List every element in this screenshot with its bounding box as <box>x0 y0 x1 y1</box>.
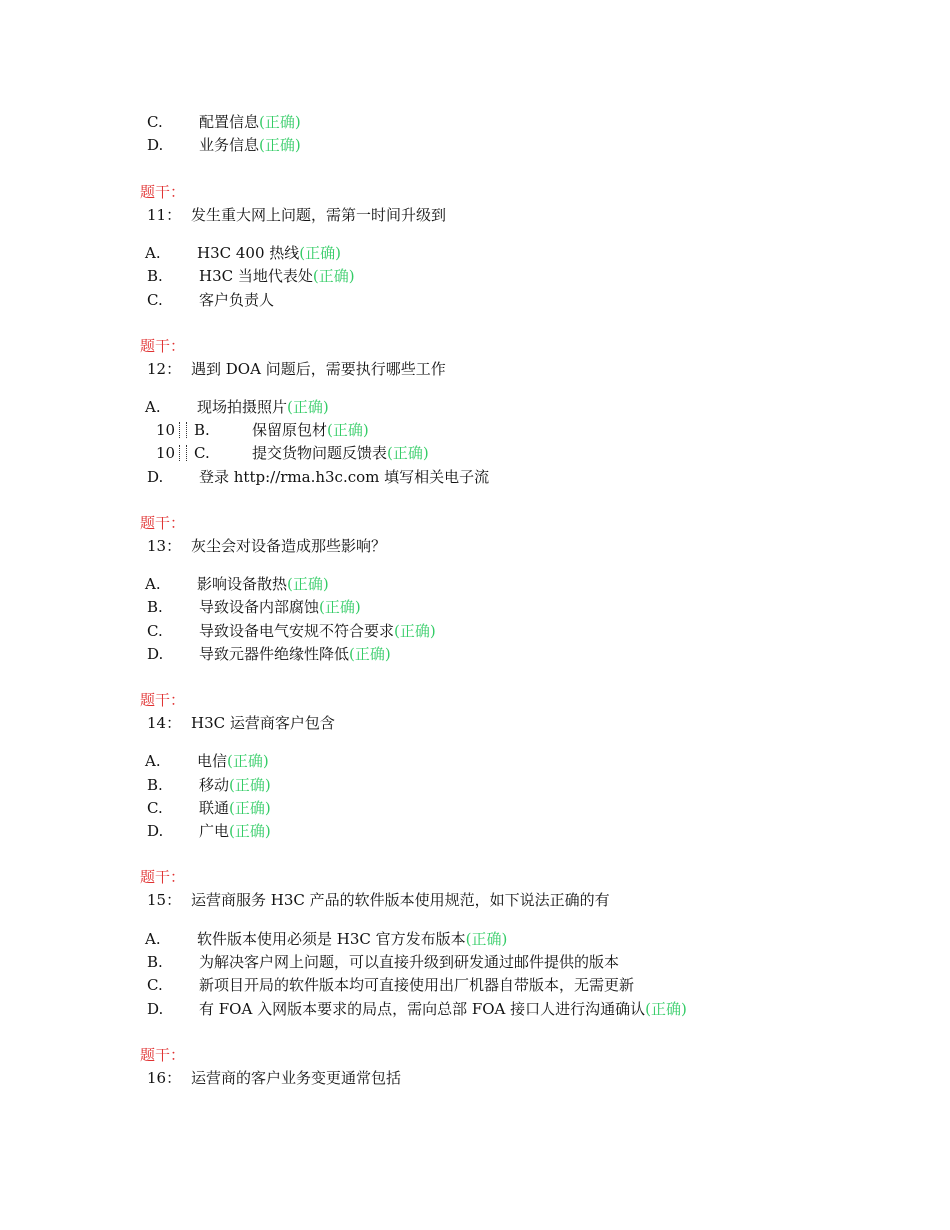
option-q15-c <box>147 975 634 995</box>
option-text: 现场拍摄照片 <box>197 398 288 416</box>
question-text: 发生重大网上问题，需第一时间升级到 <box>191 206 447 224</box>
question-number: 15： <box>147 891 182 909</box>
option-text: 软件版本使用必须是 H3C 官方发布版本 <box>197 930 466 948</box>
option-text: 导致设备电气安规不符合要求 <box>199 622 395 640</box>
correct-mark: (正确) <box>387 444 429 462</box>
stem-label: 题干： <box>140 514 186 532</box>
option-text: 电信 <box>197 752 228 770</box>
option-letter: A. <box>145 930 161 948</box>
option-letter: C. <box>147 622 163 640</box>
option-text: 客户负责人 <box>199 291 275 309</box>
question-number: 12： <box>147 360 182 378</box>
tab-marker-icon <box>179 445 187 461</box>
question-text: 遇到 DOA 问题后，需要执行哪些工作 <box>191 360 446 378</box>
question-text: 灰尘会对设备造成那些影响？ <box>191 537 387 555</box>
question-number: 16： <box>147 1069 182 1087</box>
list-number-prefix: 10 <box>156 420 194 440</box>
option-text: 有 FOA 入网版本要求的局点，需向总部 FOA 接口人进行沟通确认 <box>199 1000 646 1018</box>
option-q12-c <box>156 443 429 463</box>
option-letter: A. <box>145 244 161 262</box>
question-stem-q15 <box>147 890 610 910</box>
option-letter: B. <box>147 776 163 794</box>
option-q10-c <box>147 112 301 132</box>
question-stem-q13 <box>147 536 386 556</box>
correct-mark: (正确) <box>319 598 361 616</box>
option-q15-b <box>147 952 619 972</box>
option-letter: D. <box>147 645 164 663</box>
correct-mark: (正确) <box>229 799 271 817</box>
option-text: 移动 <box>199 776 230 794</box>
option-q13-b <box>147 597 361 617</box>
question-stem-q12 <box>147 359 446 379</box>
option-text: 保留原包材 <box>252 421 328 439</box>
tab-marker-icon <box>179 422 187 438</box>
correct-mark: (正确) <box>229 822 271 840</box>
list-number-prefix: 10 <box>156 443 194 463</box>
correct-mark: (正确) <box>465 930 508 948</box>
stem-label: 题干： <box>140 1046 186 1064</box>
correct-mark: (正确) <box>327 421 369 439</box>
correct-mark: (正确) <box>394 622 436 640</box>
option-q12-d <box>147 467 489 487</box>
option-text: H3C 400 热线 <box>197 244 300 262</box>
option-q13-d <box>147 644 391 664</box>
option-text: 广电 <box>199 822 230 840</box>
correct-mark: (正确) <box>645 1000 687 1018</box>
option-letter: A. <box>145 575 161 593</box>
correct-mark: (正确) <box>259 113 301 131</box>
question-number: 13： <box>147 537 182 555</box>
correct-mark: (正确) <box>312 267 355 285</box>
correct-mark: (正确) <box>229 776 271 794</box>
stem-label: 题干： <box>140 337 186 355</box>
option-letter: A. <box>145 398 161 416</box>
option-text: 业务信息 <box>199 136 260 154</box>
question-number: 14： <box>147 714 182 732</box>
question-text: 运营商的客户业务变更通常包括 <box>191 1069 402 1087</box>
option-q12-a <box>145 397 329 417</box>
correct-mark: (正确) <box>299 244 341 262</box>
correct-mark: (正确) <box>349 645 391 663</box>
option-q11-b <box>147 266 355 286</box>
option-letter: D. <box>147 1000 164 1018</box>
option-letter: B. <box>194 421 210 439</box>
option-q14-b <box>147 775 271 795</box>
option-text: 配置信息 <box>199 113 260 131</box>
option-q14-c <box>147 798 271 818</box>
correct-mark: (正确) <box>259 136 301 154</box>
option-text: 提交货物问题反馈表 <box>252 444 388 462</box>
option-letter: A. <box>145 752 161 770</box>
option-q10-d <box>147 135 301 155</box>
option-q11-a <box>145 243 341 263</box>
option-letter: C. <box>147 976 163 994</box>
question-text: 运营商服务 H3C 产品的软件版本使用规范，如下说法正确的有 <box>191 891 610 909</box>
option-q15-a <box>145 929 507 949</box>
correct-mark: (正确) <box>227 752 269 770</box>
correct-mark: (正确) <box>287 575 329 593</box>
question-stem-q16 <box>147 1068 401 1088</box>
option-text: H3C 当地代表处 <box>199 267 313 285</box>
option-q15-d <box>147 999 687 1019</box>
option-letter: C. <box>147 113 163 131</box>
option-q13-c <box>147 621 436 641</box>
option-letter: D. <box>147 136 164 154</box>
question-text: H3C 运营商客户包含 <box>191 714 335 732</box>
option-text: 导致元器件绝缘性降低 <box>199 645 350 663</box>
option-letter: B. <box>147 598 163 616</box>
option-text: 新项目开局的软件版本均可直接使用出厂机器自带版本，无需更新 <box>199 976 635 994</box>
stem-label: 题干： <box>140 691 186 709</box>
option-text: 登录 http://rma.h3c.com 填写相关电子流 <box>199 468 490 486</box>
option-text: 影响设备散热 <box>197 575 288 593</box>
option-q11-c <box>147 290 274 310</box>
option-letter: B. <box>147 953 163 971</box>
question-stem-q11 <box>147 205 446 225</box>
option-q14-d <box>147 821 271 841</box>
option-letter: D. <box>147 468 164 486</box>
option-text: 导致设备内部腐蚀 <box>199 598 320 616</box>
option-letter: C. <box>194 444 210 462</box>
option-q12-b <box>156 420 369 440</box>
stem-label: 题干： <box>140 868 186 886</box>
option-q13-a <box>145 574 329 594</box>
option-q14-a <box>145 751 269 771</box>
question-stem-q14 <box>147 713 335 733</box>
question-number: 11： <box>147 206 182 224</box>
option-letter: D. <box>147 822 164 840</box>
stem-label: 题干： <box>140 183 186 201</box>
option-text: 为解决客户网上问题，可以直接升级到研发通过邮件提供的版本 <box>199 953 620 971</box>
correct-mark: (正确) <box>287 398 329 416</box>
option-letter: B. <box>147 267 163 285</box>
option-letter: C. <box>147 799 163 817</box>
option-letter: C. <box>147 291 163 309</box>
option-text: 联通 <box>199 799 230 817</box>
